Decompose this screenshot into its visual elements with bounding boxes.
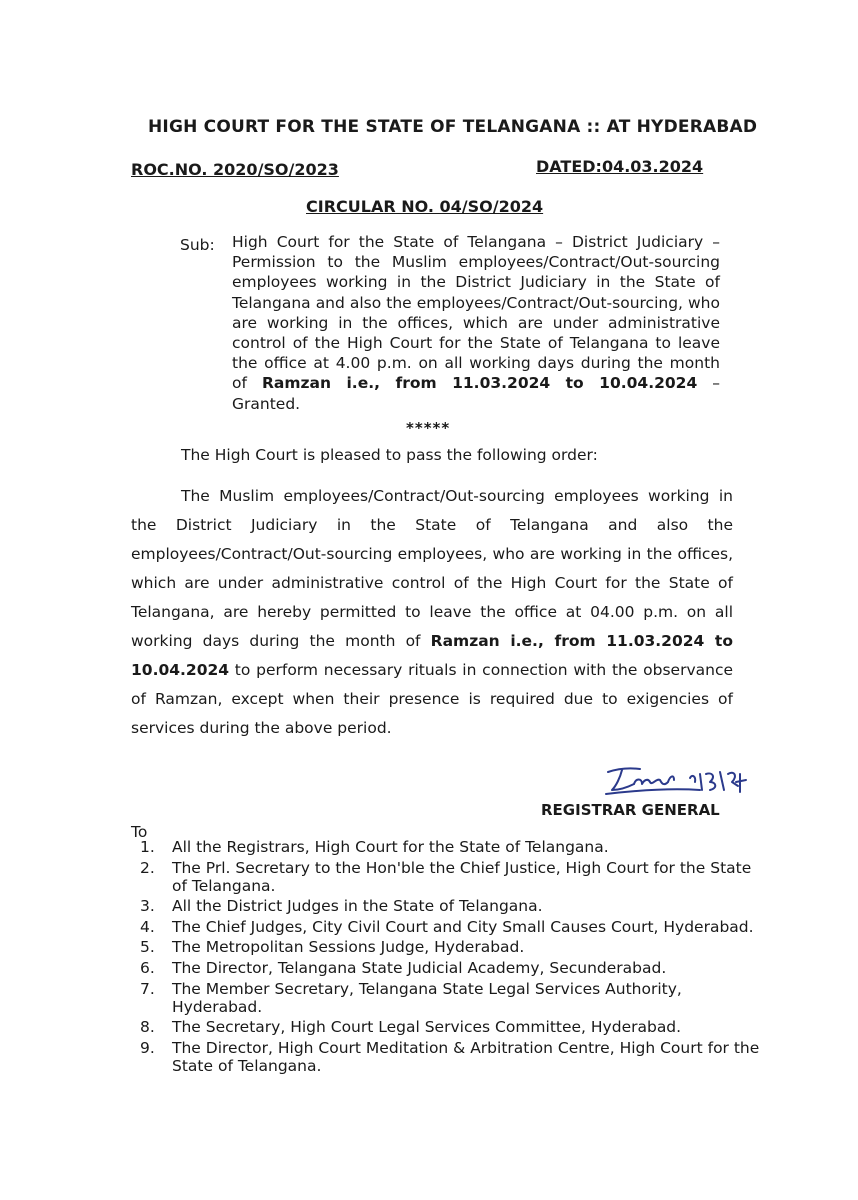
recipient-item [140,959,760,977]
recipient-list [140,838,760,1077]
order-text-before: The Muslim employees/Contract/Out-sourcing employees working in the District Judiciary in the State of Telangana and also the employees/Contract/Out-sourcing employees, who are working in the offices, which are under administrative control of the High Court for the State of Telangana, are hereby permitted to leave the office at 04.00 p.m. on all working days during the month of [131,487,733,650]
order-text-bold: Ramzan i.e., from 11.03.2024 to 10.04.2024 [131,632,733,679]
recipient-text: The Metropolitan Sessions Judge, Hyderabad. [172,938,525,957]
recipient-number: 8. [140,1018,155,1037]
recipient-item [140,897,760,915]
recipient-text: All the District Judges in the State of Telangana. [172,897,543,916]
subject-text [232,232,720,414]
subject-text-bold: Ramzan i.e., from 11.03.2024 to 10.04.2024 [261,374,698,393]
subject-label: Sub: [180,236,215,254]
recipient-item [140,1018,760,1036]
recipient-number: 6. [140,958,155,977]
date-line: DATED:04.03.2024 [536,157,704,176]
order-paragraph [131,482,733,743]
recipient-number: 7. [140,979,155,998]
signatory-title: REGISTRAR GENERAL [541,801,720,819]
recipient-item [140,838,760,856]
recipient-item [140,938,760,956]
recipient-number: 9. [140,1038,155,1057]
recipient-text: All the Registrars, High Court for the State of Telangana. [172,838,609,856]
recipient-item [140,980,760,1016]
recipient-text: The Chief Judges, City Civil Court and City Small Causes Court, Hyderabad. [172,917,754,936]
circular-number: CIRCULAR NO. 04/SO/2024 [306,197,544,216]
recipient-number: 4. [140,917,155,936]
roc-number: ROC.NO. 2020/SO/2023 [131,160,339,179]
intro-line: The High Court is pleased to pass the following order: [181,446,598,464]
court-heading: HIGH COURT FOR THE STATE OF TELANGANA :: AT HYDERABAD [148,117,758,137]
recipient-item [140,859,760,895]
subject-text-before: High Court for the State of Telangana – District Judiciary – Permission to the Muslim employees/Contract/Out-sourcing employees working in the District Judiciary in the State of Telangana and also the employees/Contract/Out-sourcing, who are working in the offices, which are under administrative control of the High Court for the State of Telangana to leave the office at 4.00 p.m. on all working days during the month of [232,233,720,393]
recipient-number: 2. [140,858,155,877]
recipient-number: 5. [140,938,155,957]
recipient-text: The Prl. Secretary to the Hon'ble the Chief Justice, High Court for the State of Telangana. [172,858,752,895]
to-label: To [131,823,148,841]
subject-text-after: – Granted. [232,374,720,413]
recipient-text: The Secretary, High Court Legal Services Committee, Hyderabad. [172,1018,682,1037]
recipient-number: 1. [140,838,155,856]
separator: ***** [406,419,451,437]
recipient-text: The Director, High Court Meditation & Arbitration Centre, High Court for the State of Telangana. [172,1038,760,1075]
recipient-text: The Director, Telangana State Judicial Academy, Secunderabad. [172,958,667,977]
recipient-number: 3. [140,897,155,916]
recipient-item [140,918,760,936]
recipient-item [140,1039,760,1075]
recipient-text: The Member Secretary, Telangana State Legal Services Authority, Hyderabad. [172,979,682,1016]
order-text-after: to perform necessary rituals in connection with the observance of Ramzan, except when their presence is required due to exigencies of services during the above period. [131,661,733,737]
